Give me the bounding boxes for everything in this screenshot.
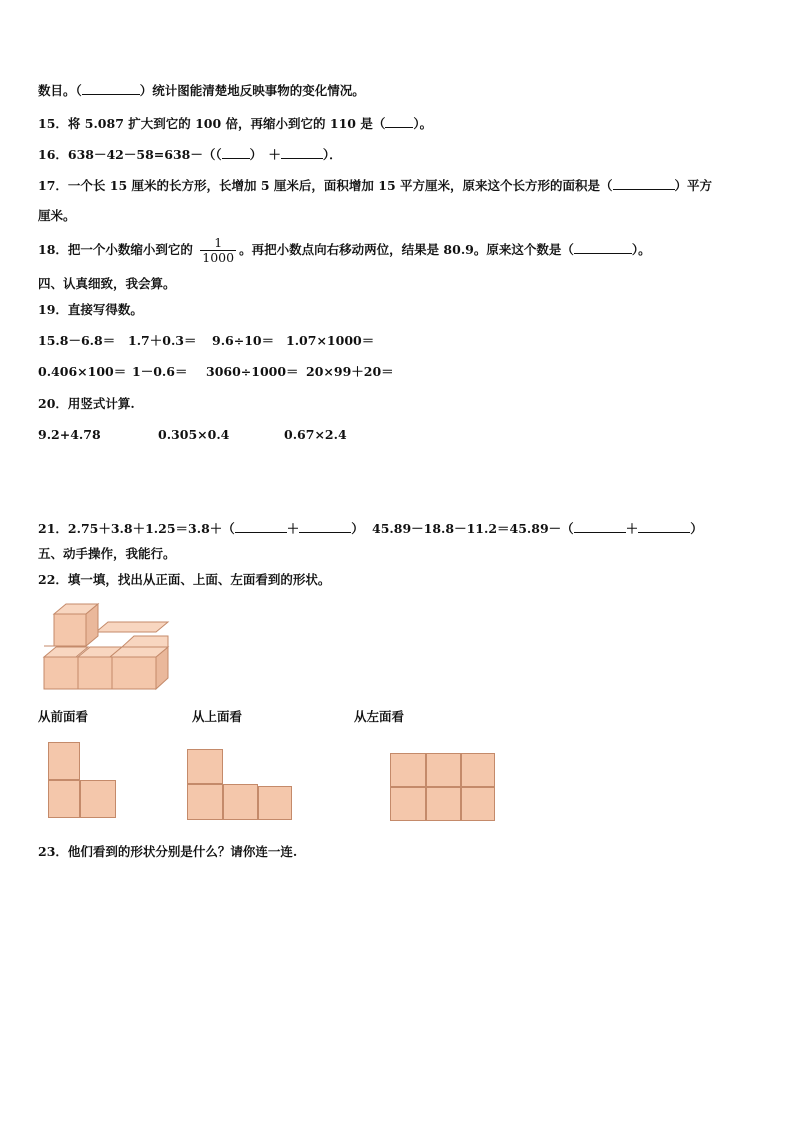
view-square <box>461 787 495 821</box>
answer-blank[interactable] <box>235 520 287 533</box>
section-4-heading <box>38 275 176 293</box>
view-square <box>187 784 223 820</box>
answer-blank[interactable] <box>613 177 675 190</box>
section-5-heading <box>38 545 176 563</box>
answer-blank[interactable] <box>281 146 323 159</box>
q19-item: 3060÷1000＝ <box>206 364 299 379</box>
answer-blank[interactable] <box>299 520 351 533</box>
text: ＋ <box>625 521 639 536</box>
view-label-left: 从左面看 <box>354 709 405 724</box>
answer-blank[interactable] <box>574 520 626 533</box>
text: 45.89－18.8－11.2＝45.89－（ <box>372 521 574 536</box>
text: 23．他们看到的形状分别是什么？请你连一连. <box>38 844 298 859</box>
view-square <box>426 787 461 821</box>
cube-figure <box>40 600 174 694</box>
text: ）． <box>322 147 342 162</box>
text: 17．一个长 15 厘米的长方形，长增加 5 厘米后，面积增加 15 平方厘米，原来这个长方形的面积是（ <box>38 178 613 193</box>
text: ）。 <box>413 116 433 131</box>
view-square <box>223 784 258 820</box>
question-18 <box>38 236 651 265</box>
view-square <box>80 780 116 818</box>
answer-blank[interactable] <box>82 82 140 95</box>
view-square <box>258 786 292 820</box>
text: 五、动手操作，我能行。 <box>38 546 176 561</box>
answer-blank[interactable] <box>574 241 632 254</box>
view-square <box>187 749 223 784</box>
question-15 <box>38 115 432 133</box>
question-16 <box>38 146 342 164</box>
view-label-front: 从前面看 <box>38 709 89 724</box>
fraction-denominator: 1000 <box>202 250 235 265</box>
text: ）平方 <box>674 178 713 193</box>
text: 四、认真细致，我会算。 <box>38 276 176 291</box>
fraction-numerator: 1 <box>214 235 223 250</box>
text: ＋ <box>286 521 300 536</box>
q20-item: 9.2+4.78 <box>38 427 101 442</box>
fraction <box>200 236 236 265</box>
q19-item: 15.8－6.8＝ <box>38 333 116 348</box>
q19-item: 1.7＋0.3＝ <box>128 333 197 348</box>
view-square <box>426 753 461 787</box>
text: ） <box>351 521 364 536</box>
question-21 <box>38 520 364 538</box>
question-19 <box>38 301 143 319</box>
text: ） ＋ <box>249 147 281 162</box>
q19-item: 1.07×1000＝ <box>286 333 375 348</box>
q19-item: 0.406×100＝ <box>38 364 127 379</box>
q20-item: 0.67×2.4 <box>284 427 347 442</box>
question-17-cont <box>38 207 76 225</box>
view-square <box>461 753 495 787</box>
answer-blank[interactable] <box>638 520 690 533</box>
text: 16．638－42－58=638－（（ <box>38 147 222 162</box>
text: 20．用竖式计算. <box>38 396 135 411</box>
q19-item: 20×99＋20＝ <box>306 364 394 379</box>
text: ）统计图能清楚地反映事物的变化情况。 <box>139 83 365 98</box>
view-square <box>48 742 80 780</box>
view-square <box>48 780 80 818</box>
text: 21．2.75＋3.8＋1.25＝3.8＋（ <box>38 521 235 536</box>
q19-item: 9.6÷10＝ <box>212 333 275 348</box>
text: 19．直接写得数。 <box>38 302 143 317</box>
statement-line <box>38 82 365 100</box>
view-square <box>390 787 426 821</box>
text: ）。 <box>631 242 651 257</box>
q20-item: 0.305×0.4 <box>158 427 230 442</box>
q19-item: 1－0.6＝ <box>132 364 188 379</box>
answer-blank[interactable] <box>222 146 250 159</box>
answer-blank[interactable] <box>385 115 413 128</box>
text: 。再把小数点向右移动两位，结果是 80.9。原来这个数是（ <box>239 242 574 257</box>
text: 厘米。 <box>38 208 76 223</box>
text: ） <box>690 521 703 536</box>
text: 15．将 5.087 扩大到它的 100 倍，再缩小到它的 110 是（ <box>38 116 386 131</box>
text: 数目。（ <box>38 83 82 98</box>
question-22 <box>38 571 330 589</box>
question-20 <box>38 395 135 413</box>
view-square <box>390 753 426 787</box>
text: 22．填一填，找出从正面、上面、左面看到的形状。 <box>38 572 331 587</box>
view-label-top: 从上面看 <box>192 709 243 724</box>
question-17 <box>38 177 712 195</box>
question-21-b <box>372 520 703 538</box>
text: 18．把一个小数缩小到它的 <box>38 242 193 257</box>
question-23 <box>38 843 297 861</box>
